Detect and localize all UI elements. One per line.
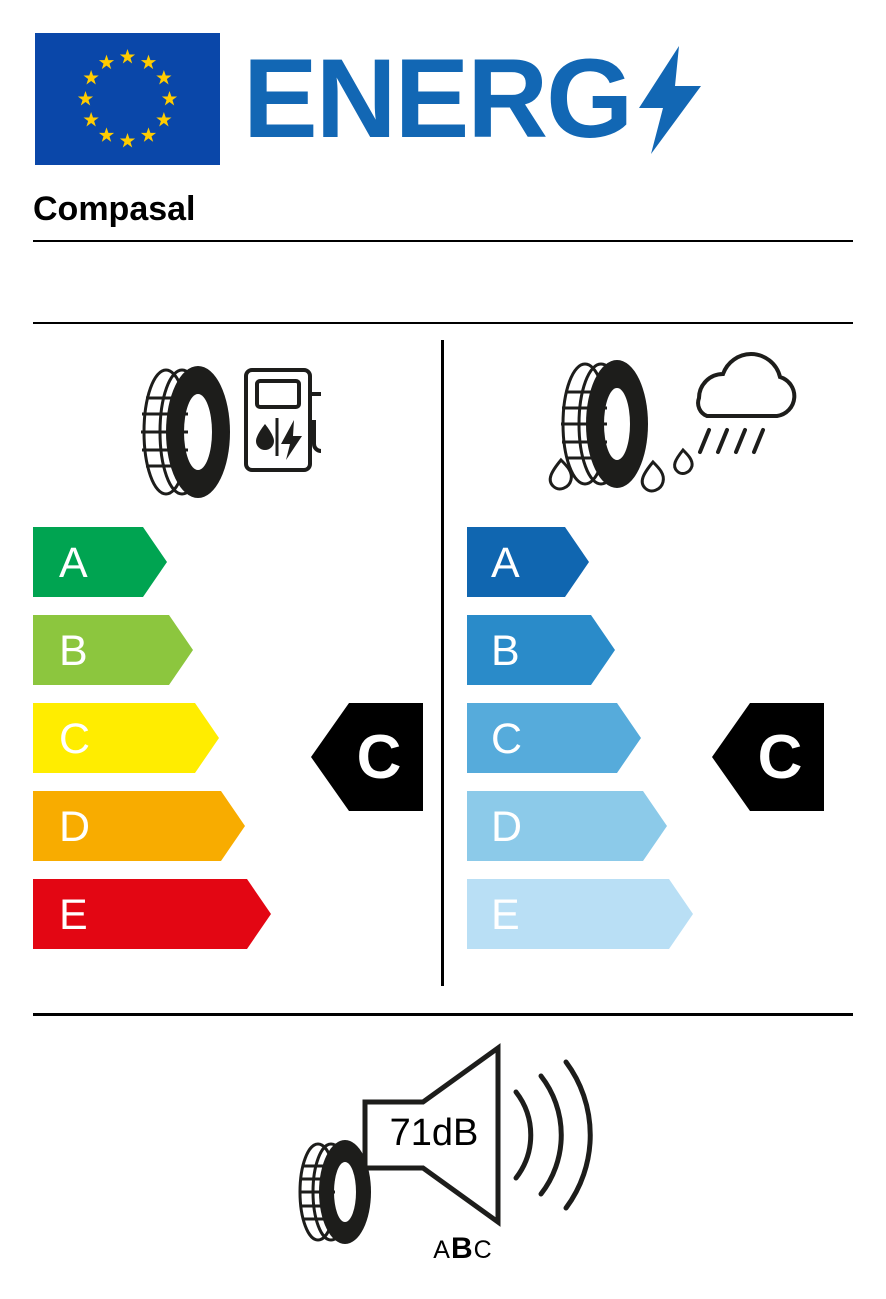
noise-class-c: C [473, 1236, 493, 1264]
wet-grade-c [467, 703, 641, 773]
brand-name: Compasal [33, 190, 196, 228]
brand-divider [33, 240, 853, 242]
noise-class-b: B [450, 1232, 474, 1265]
fuel-grade-a [33, 527, 167, 597]
grade-row [467, 615, 693, 685]
grade-row [33, 527, 271, 597]
top-divider [33, 322, 853, 324]
fuel-grade-c-letter: C [59, 715, 91, 763]
wet-class-letter: C [757, 722, 803, 792]
fuel-grade-a-letter: A [59, 539, 88, 587]
wet-grade-e [467, 879, 693, 949]
fuel-grade-c [33, 703, 219, 773]
fuel-class-letter: C [356, 722, 402, 792]
fuel-pump-tyre-icon [126, 352, 321, 512]
wet-grade-b-letter: B [491, 627, 520, 675]
bottom-divider [33, 1013, 853, 1016]
fuel-efficiency-scale [33, 527, 271, 967]
fuel-grade-d [33, 791, 245, 861]
wet-grade-c-letter: C [491, 715, 523, 763]
fuel-class-marker [311, 703, 423, 811]
grade-row [33, 615, 271, 685]
wet-grade-a-letter: A [491, 539, 520, 587]
fuel-grade-b [33, 615, 193, 685]
grade-row [467, 879, 693, 949]
energy-wordmark: ENERG [243, 36, 632, 161]
wet-grade-d-letter: D [491, 803, 523, 851]
grade-row [33, 791, 271, 861]
noise-section [283, 1040, 603, 1270]
fuel-grade-e [33, 879, 271, 949]
noise-class-a: A [433, 1236, 451, 1264]
wet-grip-tyre-icon [533, 352, 801, 512]
eu-stars-icon [35, 33, 220, 165]
fuel-grade-e-letter: E [59, 891, 88, 939]
lightning-bolt-icon [639, 46, 701, 154]
wet-grade-e-letter: E [491, 891, 520, 939]
noise-db-value: 71dB [389, 1112, 479, 1154]
wet-grade-a [467, 527, 589, 597]
fuel-grade-b-letter: B [59, 627, 88, 675]
fuel-grade-d-letter: D [59, 803, 91, 851]
vertical-divider [441, 340, 444, 986]
wet-grip-scale [467, 527, 693, 967]
grade-row [467, 527, 693, 597]
grade-row [33, 879, 271, 949]
wet-grade-b [467, 615, 615, 685]
noise-class-scale [403, 1232, 523, 1266]
eu-flag [35, 33, 220, 165]
grade-row [33, 703, 271, 773]
grade-row [467, 703, 693, 773]
grade-row [467, 791, 693, 861]
wet-grade-d [467, 791, 667, 861]
wet-class-marker [712, 703, 824, 811]
